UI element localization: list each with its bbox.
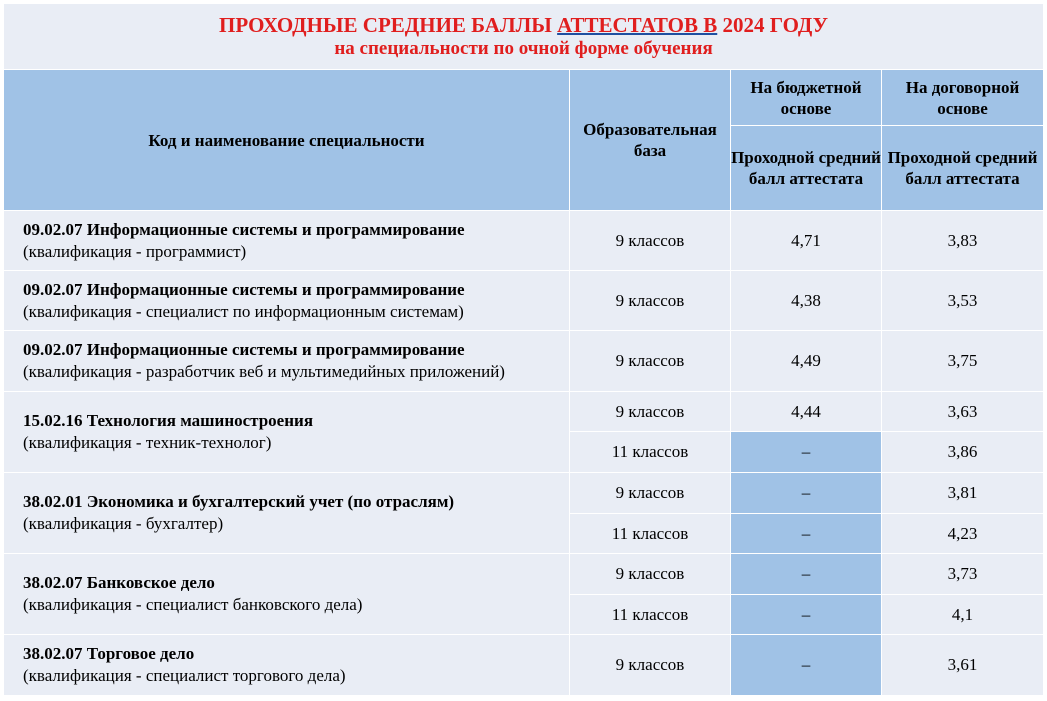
specialty-cell	[4, 271, 570, 331]
specialty-name: 09.02.07 Информационные системы и программирование	[23, 279, 465, 299]
table-row	[4, 211, 1044, 271]
table-row	[4, 271, 1044, 331]
specialty-name: 38.02.07 Торговое дело	[23, 644, 195, 663]
subheader-budget-score: Проходной средний балл аттестата	[731, 126, 882, 211]
header-education-base: Образовательная база	[570, 70, 731, 211]
education-base: 9 классов	[570, 211, 731, 271]
contract-score: 3,83	[882, 211, 1044, 271]
budget-score: –	[731, 554, 882, 595]
contract-score: 4,1	[882, 595, 1044, 635]
header-contract: На договорной основе	[882, 70, 1044, 126]
budget-score: 4,49	[731, 331, 882, 392]
table-row	[4, 331, 1044, 392]
education-base: 9 классов	[570, 635, 731, 696]
education-base: 11 классов	[570, 432, 731, 473]
budget-score: 4,71	[731, 211, 882, 271]
contract-score: 3,81	[882, 473, 1044, 514]
table-row	[4, 473, 1044, 514]
education-base: 9 классов	[570, 331, 731, 392]
qualification: (квалификация - бухгалтер)	[23, 514, 224, 533]
specialty-name: 15.02.16 Технология машиностроения	[23, 411, 314, 430]
budget-score: 4,38	[731, 271, 882, 331]
table-row	[4, 554, 1044, 595]
budget-score: –	[731, 635, 882, 696]
education-base: 9 классов	[570, 473, 731, 514]
title-line-1: ПРОХОДНЫЕ СРЕДНИЕ БАЛЛЫ АТТЕСТАТОВ В 2024 ГОДУ	[219, 13, 828, 37]
contract-score: 3,86	[882, 432, 1044, 473]
education-base: 11 классов	[570, 595, 731, 635]
specialty-cell	[4, 392, 570, 473]
qualification: (квалификация - специалист банковского дела)	[23, 595, 363, 614]
title-line-2: на специальности по очной форме обучения	[334, 38, 713, 59]
header-budget: На бюджетной основе	[731, 70, 882, 126]
table-title	[4, 4, 1044, 70]
contract-score: 3,53	[882, 271, 1044, 331]
contract-score: 3,73	[882, 554, 1044, 595]
education-base: 9 классов	[570, 554, 731, 595]
table-row	[4, 392, 1044, 432]
specialty-cell	[4, 554, 570, 635]
specialty-name: 38.02.07 Банковское дело	[23, 573, 215, 592]
subheader-contract-score: Проходной средний балл аттестата	[882, 126, 1044, 211]
scores-table	[3, 3, 1044, 696]
contract-score: 3,75	[882, 331, 1044, 392]
specialty-cell	[4, 331, 570, 392]
table-row	[4, 635, 1044, 696]
qualification: (квалификация - техник-технолог)	[23, 433, 272, 452]
specialty-name: 38.02.01 Экономика и бухгалтерский учет (по отраслям)	[23, 492, 455, 511]
budget-score: –	[731, 595, 882, 635]
education-base: 9 классов	[570, 271, 731, 331]
qualification: (квалификация - программист)	[23, 241, 247, 261]
contract-score: 4,23	[882, 514, 1044, 554]
budget-score: 4,44	[731, 392, 882, 432]
contract-score: 3,61	[882, 635, 1044, 696]
qualification: (квалификация - специалист по информационным системам)	[23, 301, 464, 321]
budget-score: –	[731, 432, 882, 473]
budget-score: –	[731, 473, 882, 514]
education-base: 9 классов	[570, 392, 731, 432]
specialty-cell	[4, 473, 570, 554]
budget-score: –	[731, 514, 882, 554]
specialty-name: 09.02.07 Информационные системы и программирование	[23, 340, 465, 359]
header-specialty: Код и наименование специальности	[4, 70, 570, 211]
qualification: (квалификация - специалист торгового дела)	[23, 666, 346, 685]
specialty-cell	[4, 635, 570, 696]
specialty-name: 09.02.07 Информационные системы и программирование	[23, 219, 465, 239]
contract-score: 3,63	[882, 392, 1044, 432]
specialty-cell	[4, 211, 570, 271]
qualification: (квалификация - разработчик веб и мультимедийных приложений)	[23, 362, 505, 381]
education-base: 11 классов	[570, 514, 731, 554]
